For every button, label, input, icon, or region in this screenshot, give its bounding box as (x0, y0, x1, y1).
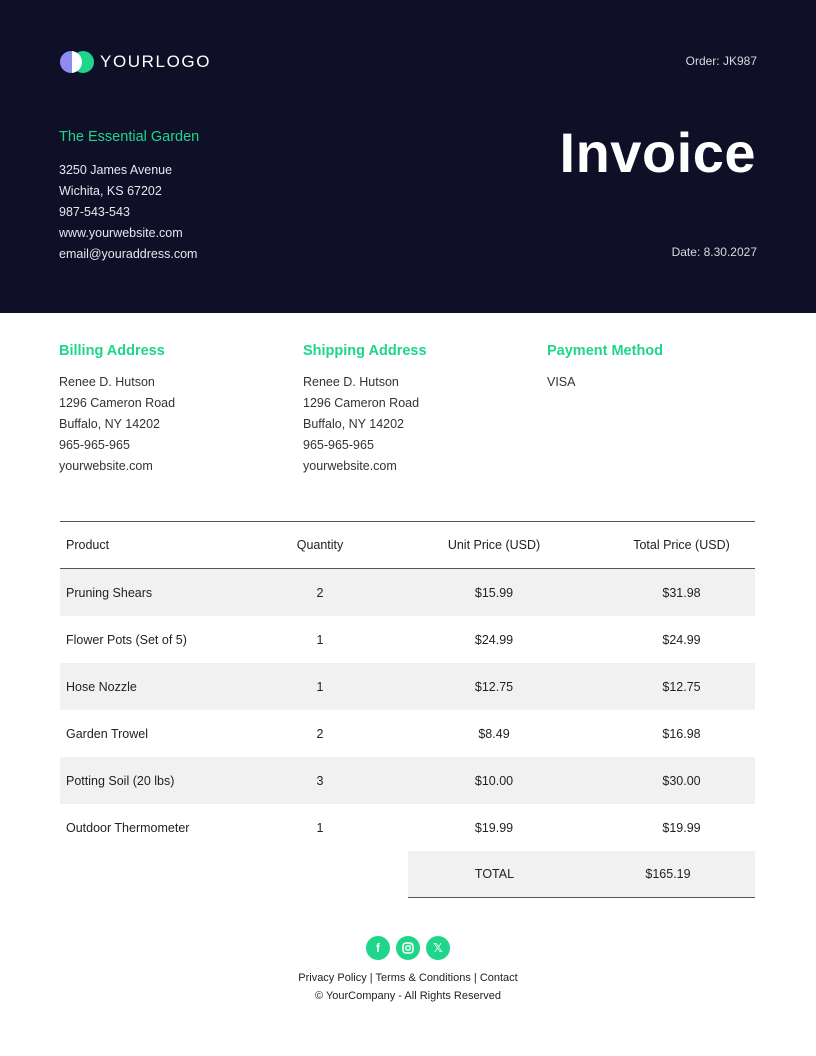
billing-city: Buffalo, NY 14202 (59, 417, 161, 431)
table-header-row (60, 521, 755, 569)
company-phone: 987-543-543 (59, 205, 130, 219)
social-links (0, 936, 816, 960)
cell-product: Garden Trowel (66, 726, 148, 741)
billing-heading: Billing Address (59, 343, 165, 359)
cell-unit-price: $12.75 (474, 679, 514, 694)
shipping-website: yourwebsite.com (303, 459, 397, 473)
header-quantity: Quantity (296, 538, 344, 552)
billing-name: Renee D. Hutson (59, 375, 155, 389)
table-row (60, 569, 755, 616)
company-address-line1: 3250 James Avenue (59, 163, 173, 177)
invoice-table (60, 521, 755, 881)
payment-heading: Payment Method (547, 343, 664, 359)
shipping-city: Buffalo, NY 14202 (303, 417, 405, 431)
instagram-icon[interactable] (396, 936, 420, 960)
cell-quantity: 1 (316, 632, 324, 647)
cell-unit-price: $8.49 (478, 726, 510, 741)
billing-phone: 965-965-965 (59, 438, 130, 452)
cell-total-price: $31.98 (662, 585, 701, 600)
cell-unit-price: $24.99 (474, 632, 514, 647)
invoice-header (0, 0, 816, 313)
logo-mark-icon (60, 50, 94, 74)
cell-product: Potting Soil (20 lbs) (66, 773, 175, 788)
cell-product: Pruning Shears (66, 585, 153, 600)
shipping-address (303, 343, 523, 477)
footer-copyright: © YourCompany - All Rights Reserved (314, 990, 502, 1002)
company-address-line2: Wichita, KS 67202 (59, 184, 162, 198)
company-info (59, 160, 197, 265)
company-logo (60, 50, 211, 74)
header-unit-price: Unit Price (USD) (447, 538, 541, 552)
page-title: Invoice (559, 121, 756, 184)
table-row (60, 757, 755, 804)
x-icon[interactable]: 𝕏 (426, 936, 450, 960)
logo-text: YOURLOGO (100, 52, 212, 71)
payment-method-value: VISA (547, 375, 576, 389)
table-row (60, 710, 755, 757)
cell-total-price: $19.99 (662, 820, 701, 835)
cell-unit-price: $15.99 (474, 585, 514, 600)
cell-unit-price: $19.99 (474, 820, 514, 835)
cell-total-price: $16.98 (662, 726, 701, 741)
billing-website: yourwebsite.com (59, 459, 153, 473)
cell-product: Outdoor Thermometer (66, 820, 190, 835)
shipping-name: Renee D. Hutson (303, 375, 399, 389)
order-number: Order: JK987 (685, 54, 757, 68)
total-label: TOTAL (474, 867, 515, 881)
cell-total-price: $12.75 (662, 679, 701, 694)
cell-unit-price: $10.00 (474, 773, 514, 788)
facebook-icon[interactable]: f (366, 936, 390, 960)
shipping-phone: 965-965-965 (303, 438, 374, 452)
company-website: www.yourwebsite.com (59, 226, 183, 240)
header-product: Product (66, 538, 110, 552)
billing-address (59, 343, 279, 477)
shipping-heading: Shipping Address (303, 343, 427, 359)
cell-quantity: 1 (316, 820, 324, 835)
billing-street: 1296 Cameron Road (59, 396, 176, 410)
table-row (60, 804, 755, 851)
table-row (60, 616, 755, 663)
cell-product: Flower Pots (Set of 5) (66, 632, 187, 647)
footer-links[interactable]: Privacy Policy | Terms & Conditions | Contact (298, 972, 518, 984)
table-row (60, 663, 755, 710)
cell-quantity: 2 (316, 726, 324, 741)
cell-quantity: 3 (316, 773, 324, 788)
total-value: $165.19 (645, 867, 691, 881)
cell-quantity: 2 (316, 585, 324, 600)
cell-product: Hose Nozzle (66, 679, 137, 694)
shipping-street: 1296 Cameron Road (303, 396, 420, 410)
payment-method (547, 343, 767, 393)
company-name: The Essential Garden (59, 129, 200, 145)
total-row (408, 851, 755, 898)
header-total-price: Total Price (USD) (633, 538, 730, 552)
invoice-date: Date: 8.30.2027 (671, 245, 757, 259)
cell-quantity: 1 (316, 679, 324, 694)
cell-total-price: $30.00 (662, 773, 701, 788)
cell-total-price: $24.99 (662, 632, 701, 647)
company-email: email@youraddress.com (59, 247, 198, 261)
